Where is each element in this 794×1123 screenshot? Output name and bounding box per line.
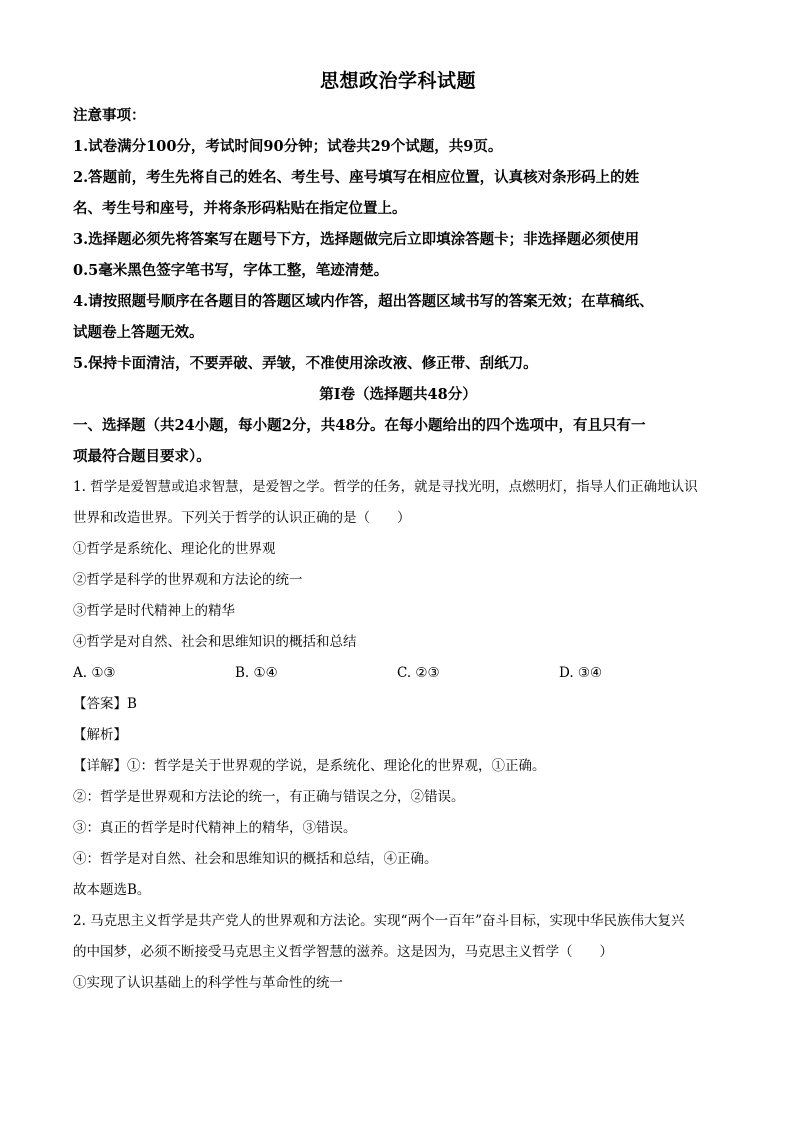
statement: ①哲学是系统化、理论化的世界观 <box>73 541 276 557</box>
option-b: B. ①④ <box>235 665 278 681</box>
analysis-label: 【解析】 <box>73 727 127 743</box>
notice-line: 5.保持卡面清洁，不要弄破、弄皱，不准使用涂改液、修正带、刮纸刀。 <box>73 355 538 372</box>
question-stem-line: 的中国梦，必须不断接受马克思主义哲学智慧的滋养。这是因为，马克思主义哲学（ ） <box>73 944 613 960</box>
section-title: 第Ⅰ卷（选择题共48分） <box>319 386 477 403</box>
detail-line: ③：真正的哲学是时代精神上的精华，③错误。 <box>73 820 357 836</box>
notice-line: 4.请按照题号顺序在各题目的答题区域内作答，超出答题区域书写的答案无效；在草稿纸、 <box>73 293 654 310</box>
question-stem-line: 世界和改造世界。下列关于哲学的认识正确的是（ ） <box>73 510 411 526</box>
detail-line: ④：哲学是对自然、社会和思维知识的概括和总结，④正确。 <box>73 851 438 867</box>
option-c: C. ②③ <box>397 665 440 681</box>
part-title-line: 项最符合题目要求）。 <box>73 448 211 465</box>
options-row <box>73 658 723 689</box>
option-a: A. ①③ <box>73 665 116 681</box>
notice-line: 3.选择题必须先将答案写在题号下方，选择题做完后立即填涂答题卡；非选择题必须使用 <box>73 231 640 248</box>
notice-heading: 注意事项： <box>73 107 146 124</box>
statement: ①实现了认识基础上的科学性与革命性的统一 <box>73 975 343 991</box>
page-title: 思想政治学科试题 <box>319 70 476 92</box>
notice-block <box>73 100 723 379</box>
notice-line: 试题卷上答题无效。 <box>73 324 204 341</box>
notice-line: 2.答题前，考生先将自己的姓名、考生号、座号填写在相应位置，认真核对条形码上的姓 <box>73 169 640 186</box>
detail-line: 故本题选B。 <box>73 882 151 898</box>
notice-line: 1.试卷满分100分，考试时间90分钟；试卷共29个试题，共9页。 <box>73 138 503 155</box>
question-stem-line: 1. 哲学是爱智慧或追求智慧，是爱智之学。哲学的任务，就是寻找光明，点燃明灯，指导人们正确地认识 <box>73 479 698 495</box>
detail-line: ②：哲学是世界观和方法论的统一，有正确与错误之分，②错误。 <box>73 789 465 805</box>
exam-page <box>73 66 723 999</box>
statement: ④哲学是对自然、社会和思维知识的概括和总结 <box>73 634 357 650</box>
answer-line: 【答案】B <box>73 696 137 712</box>
question-stem-line: 2. 马克思主义哲学是共产党人的世界观和方法论。实现“两个一百年”奋斗目标，实现中华民族伟大复兴 <box>73 913 685 929</box>
notice-line: 名、考生号和座号，并将条形码粘贴在指定位置上。 <box>73 200 407 217</box>
part-title-line: 一、选择题（共24小题，每小题2分，共48分。在每小题给出的四个选项中，有且只有一 <box>73 417 646 434</box>
notice-line: 0.5毫米黑色签字笔书写，字体工整，笔迹清楚。 <box>73 262 389 279</box>
detail-line: 【详解】①：哲学是关于世界观的学说，是系统化、理论化的世界观，①正确。 <box>73 758 546 774</box>
option-d: D. ③④ <box>559 665 603 681</box>
statement: ③哲学是时代精神上的精华 <box>73 603 235 619</box>
question-2 <box>73 906 723 999</box>
question-1 <box>73 472 723 906</box>
statement: ②哲学是科学的世界观和方法论的统一 <box>73 572 303 588</box>
